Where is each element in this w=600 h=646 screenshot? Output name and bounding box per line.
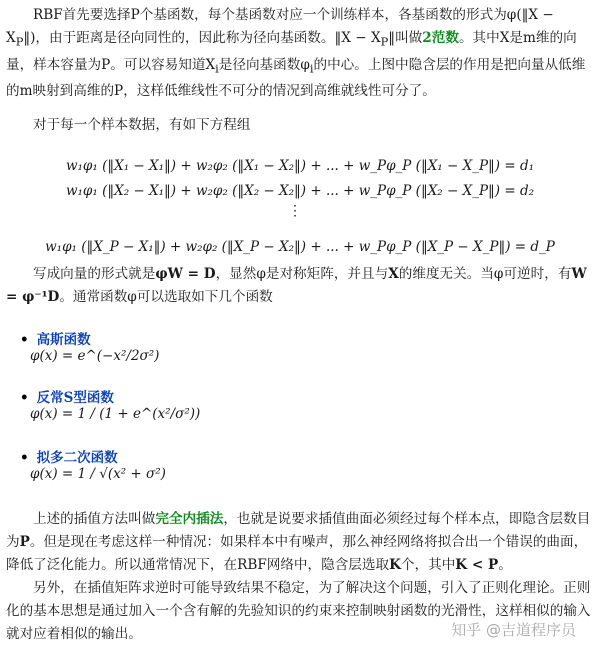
intro-text-2-mid: ‖叫做 [388,30,423,46]
equation-line-3: w₁φ₁ (‖X_P − X₁‖) + w₂φ₂ (‖X_P − X₂‖) + ... + w_Pφ_P (‖X_P − X_P‖) = d_P [45,239,555,255]
matrix-text-a: 写成向量的形式就是 [33,266,156,282]
equations-lead: 对于每一个样本数据，有如下方程组 [33,117,251,133]
func-gaussian-title: • 高斯函数 [20,332,91,348]
outro-text-d: 个，其中 [400,557,456,573]
matrix-text-c: 的维度无关。当φ可逆时，有 [398,266,572,282]
intro-paragraph [6,4,594,103]
intro-text-1: RBF首先要选择P个基函数，每个基函数对应一个训练样本，各基函数的形式为φ(‖X − X [6,7,554,46]
outro-text-c: 。但是现在考虑这样一种情况：如果样本中有噪声，那么神经网络将拟合出一个错误的曲面，降低了泛化能力。所以通常情况下，在RBF网络中，隐含层选取 [6,534,588,573]
full-interpolation-link[interactable]: 完全内插法 [155,511,224,527]
matrix-x: X [388,266,399,282]
sub-p: P [15,34,24,49]
outro-k-lt-p: K < P [455,557,499,573]
outro-paragraph-2: 另外，在插值矩阵求逆时可能导致结果不稳定，为了解决这个问题，引入了正则化理论。正则化的基本思想是通过加入一个含有解的先验知识的约束来控制映射函数的光滑性，这样相似的输入就对应着相似的输出。 [6,580,591,642]
matrix-inverse: W = φ⁻¹D [6,266,587,305]
matrix-text-b: ，显然φ是对称矩阵，并且与 [215,266,389,282]
sub-p-2: P [380,34,389,49]
intro-text-3-tail: 的中心。上图中隐含层的作用是把向量从低维的m映射到高维的P，这样低维线性不可分的情况到高维就线性可分了。 [6,56,586,100]
func-gaussian-formula: φ(x) = e^(−x²/2σ²) [30,348,160,364]
outro-k: K [389,557,401,573]
matrix-text-d: 。通常函数φ可以选取如下几个函数 [59,289,273,305]
matrix-eq: φW = D [155,266,216,282]
func-multiquadric-title: • 拟多二次函数 [20,450,118,466]
func-sigmoid-title: • 反常S型函数 [20,390,114,406]
vertical-ellipsis: ⋮ [288,203,302,219]
equation-line-2: w₁φ₁ (‖X₂ − X₁‖) + w₂φ₂ (‖X₂ − X₂‖) + ... + w_Pφ_P (‖X₂ − X_P‖) = d₂ [65,183,535,199]
outro-p: P [19,534,30,550]
intro-text-1-tail: ‖)，由于距离是径向同性的，因此称为径向基函数。‖X − X [23,30,381,46]
outro-text-a: 上述的插值方法叫做 [33,511,156,527]
zhihu-watermark: 知乎 @吉道程序员 [451,621,576,639]
matrix-paragraph [6,263,594,309]
sub-i: i [215,61,219,76]
func-sigmoid-formula: φ(x) = 1 / (1 + e^(x²/σ²)) [30,406,201,422]
sub-i-2: i [309,61,314,76]
func-multiquadric-formula: φ(x) = 1 / √(x² + σ²) [30,466,166,482]
intro-text-2-tail: 。其中X是m维的向量，样本容量为P。可以容易知道X [6,30,577,73]
outro-text-e: 。 [498,557,512,573]
equation-line-1: w₁φ₁ (‖X₁ − X₁‖) + w₂φ₂ (‖X₁ − X₂‖) + ... + w_Pφ_P (‖X₁ − X_P‖) = d₁ [65,158,535,174]
intro-text-3-mid: 是径向基函数φ [218,56,310,73]
outro-text-b: ，也就是说要求插值曲面必须经过每个样本点，即隐含层数目为 [6,511,591,550]
two-norm-link[interactable]: 2范数 [422,30,459,46]
